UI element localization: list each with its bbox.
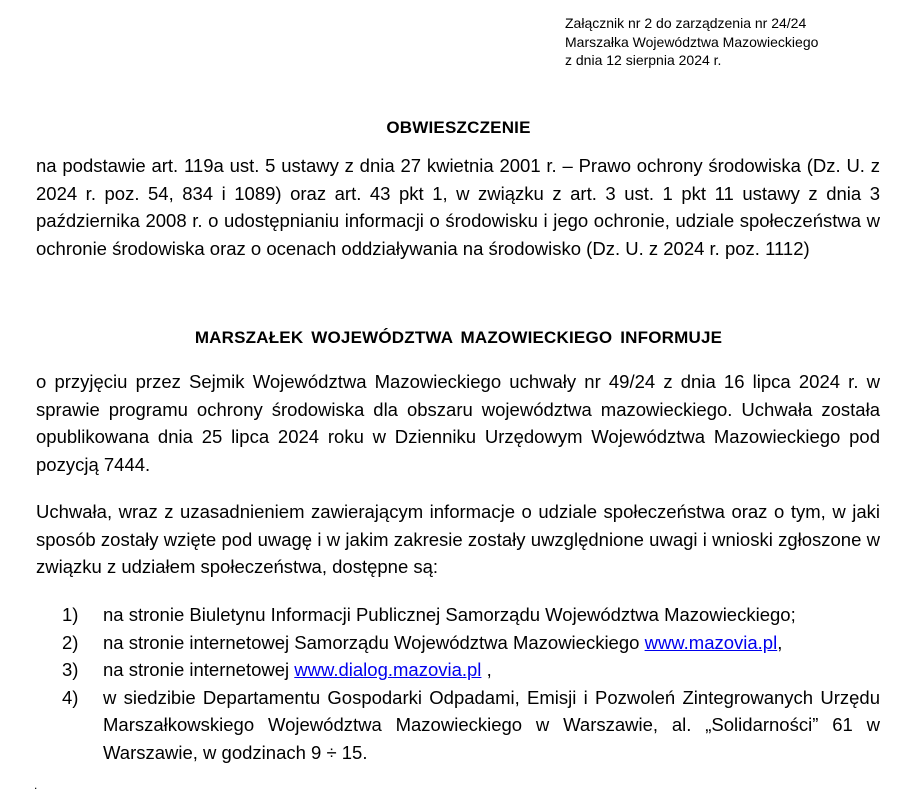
list-item: [62, 684, 880, 767]
legal-basis-paragraph: na podstawie art. 119a ust. 5 ustawy z dnia 27 kwietnia 2001 r. – Prawo ochrony środowiska (Dz. U. z 2024 r. poz. 54, 834 i 1089) oraz art. 43 pkt 1, w związku z art. 3 ust. 1 pkt 11 ustawy z dnia 3 października 2008 r. o udostępnianiu informacji o środowisku i jego ochronie, udziale społeczeństwa w ochronie środowiska oraz o ocenach oddziaływania na środowisko (Dz. U. z 2024 r. poz. 1112): [36, 155, 880, 259]
mazovia-link[interactable]: www.mazovia.pl: [644, 631, 778, 653]
list-item: [62, 601, 880, 629]
attachment-line-2: Marszałka Województwa Mazowieckiego: [565, 33, 819, 50]
attachment-line-1: Załącznik nr 2 do zarządzenia nr 24/24: [565, 15, 807, 31]
document-title: OBWIESZCZENIE: [386, 118, 531, 137]
availability-paragraph: Uchwała, wraz z uzasadnieniem zawierającym informacje o udziale społeczeństwa oraz o tym, w jaki sposób zostały wzięte pod uwagę i w jakim zakresie zostały uwzględnione uwagi i wnioski zgłoszone w związku z udziałem społeczeństwa, dostępne są:: [36, 501, 880, 577]
list-item-suffix: ,: [777, 631, 783, 653]
list-item-number: 1): [62, 604, 79, 625]
attachment-note: [565, 14, 818, 70]
list-item-text: na stronie internetowej Samorządu Województwa Mazowieckiego: [103, 631, 645, 653]
document-subtitle: MARSZAŁEK WOJEWÓDZTWA MAZOWIECKIEGO INFORMUJE: [194, 328, 723, 347]
list-item-number: 4): [62, 686, 79, 708]
list-item: [62, 656, 880, 684]
list-item-text: na stronie Biuletynu Informacji Publicznej Samorządu Województwa Mazowieckiego;: [103, 604, 796, 625]
announcement-paragraph: o przyjęciu przez Sejmik Województwa Mazowieckiego uchwały nr 49/24 z dnia 16 lipca 2024 r. w sprawie programu ochrony środowiska dla obszaru województwa mazowieckiego. Uchwała została opublikowana dnia 25 lipca 2024 roku w Dzienniku Urzędowym Województwa Mazowieckiego pod pozycją 7444.: [36, 371, 880, 475]
list-item-content: [103, 656, 880, 684]
list-item-number: 2): [62, 631, 79, 653]
list-item-content: [103, 629, 880, 657]
list-item-text: w siedzibie Departamentu Gospodarki Odpadami, Emisji i Pozwoleń Zintegrowanych Urzędu Marszałkowskiego Województwa Mazowieckiego w Warszawie, al. „Solidarności” 61 w Warszawie, w godzinach 9 ÷ 15.: [103, 686, 880, 763]
dialog-mazovia-link[interactable]: www.dialog.mazovia.pl: [294, 659, 482, 680]
list-item-suffix: ,: [481, 659, 492, 680]
availability-list: [62, 601, 880, 766]
attachment-line-3: z dnia 12 sierpnia 2024 r.: [565, 52, 722, 68]
list-item-text: na stronie internetowej: [103, 659, 295, 680]
list-item: [62, 629, 880, 657]
list-item-number: 3): [62, 659, 79, 680]
footer-mark: .: [34, 778, 38, 792]
